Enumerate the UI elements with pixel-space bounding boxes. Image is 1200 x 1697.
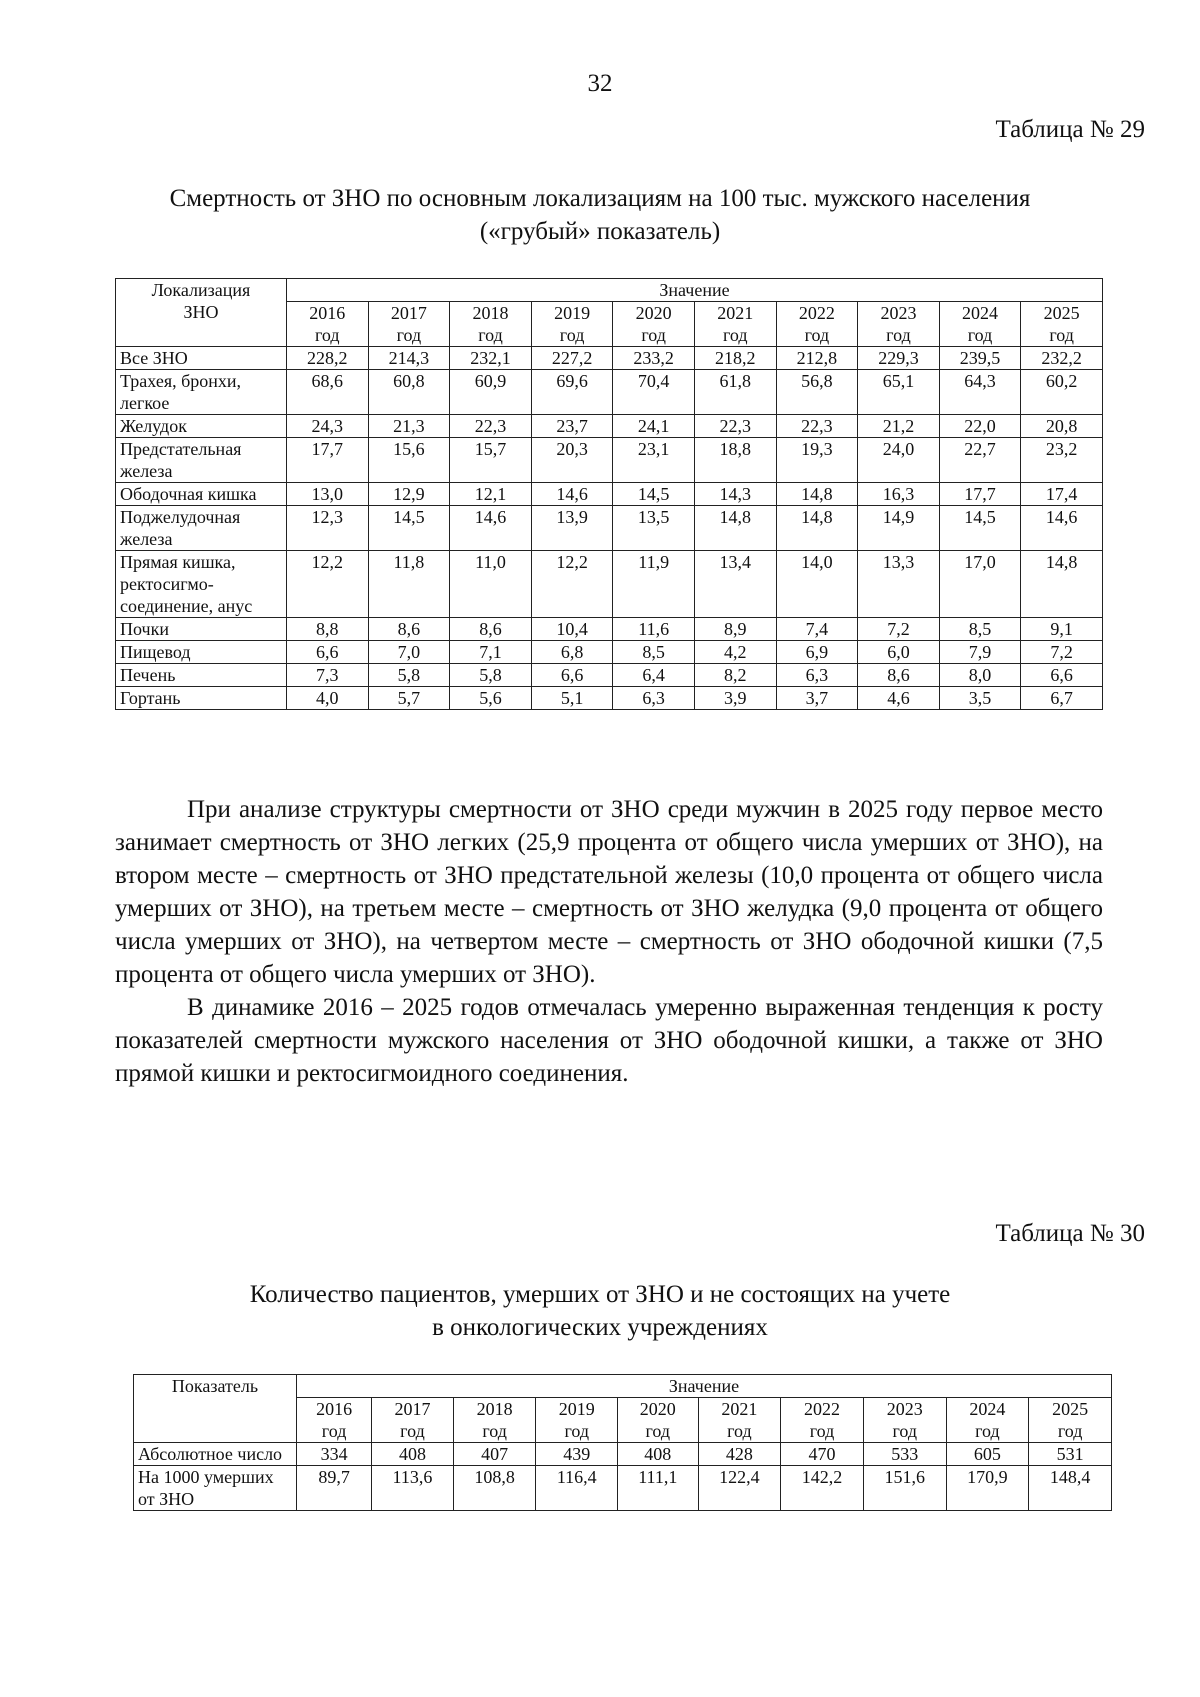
row-label: Поджелудочная железа bbox=[116, 506, 287, 551]
table-cell: 232,1 bbox=[450, 347, 532, 370]
table-cell: 17,7 bbox=[939, 483, 1021, 506]
year-header-cell bbox=[1021, 302, 1103, 347]
table-cell: 14,5 bbox=[368, 506, 450, 551]
table-29-label: Таблица № 29 bbox=[995, 116, 1145, 143]
row-label: Гортань bbox=[116, 687, 287, 710]
table-cell: 12,2 bbox=[287, 551, 369, 618]
table-29-title bbox=[0, 182, 1200, 248]
analysis-text bbox=[115, 793, 1103, 1090]
table-cell: 22,3 bbox=[450, 415, 532, 438]
table-row bbox=[116, 618, 1103, 641]
year-word: год bbox=[564, 1421, 590, 1441]
table-30-header-row bbox=[134, 1375, 1112, 1398]
year-header-cell bbox=[372, 1398, 454, 1443]
table-cell: 334 bbox=[297, 1443, 372, 1466]
year-header-cell bbox=[531, 302, 613, 347]
year-header-cell bbox=[858, 302, 940, 347]
table-cell: 23,2 bbox=[1021, 438, 1103, 483]
table-cell: 8,6 bbox=[450, 618, 532, 641]
table-cell: 56,8 bbox=[776, 370, 858, 415]
table-cell: 5,1 bbox=[531, 687, 613, 710]
table-cell: 9,1 bbox=[1021, 618, 1103, 641]
table-cell: 5,8 bbox=[368, 664, 450, 687]
table-row bbox=[116, 506, 1103, 551]
table-cell: 11,9 bbox=[613, 551, 695, 618]
table-row bbox=[116, 664, 1103, 687]
table-cell: 14,3 bbox=[694, 483, 776, 506]
table-cell: 6,4 bbox=[613, 664, 695, 687]
table-30-title bbox=[0, 1278, 1200, 1344]
year-header-cell bbox=[450, 302, 532, 347]
table-cell: 14,6 bbox=[531, 483, 613, 506]
table-cell: 8,5 bbox=[939, 618, 1021, 641]
table-cell: 3,7 bbox=[776, 687, 858, 710]
year-word: год bbox=[645, 1421, 671, 1441]
table-cell: 439 bbox=[536, 1443, 618, 1466]
year-header-cell bbox=[939, 302, 1021, 347]
year-word: год bbox=[396, 325, 422, 345]
table-row bbox=[116, 347, 1103, 370]
table-cell: 60,2 bbox=[1021, 370, 1103, 415]
page-number: 32 bbox=[587, 70, 613, 97]
table-cell: 11,0 bbox=[450, 551, 532, 618]
table-cell: 17,4 bbox=[1021, 483, 1103, 506]
table-cell: 21,3 bbox=[368, 415, 450, 438]
year-value: 2016 bbox=[316, 1399, 353, 1419]
year-word: год bbox=[892, 1421, 918, 1441]
table-29-title-line2: («грубый» показатель) bbox=[479, 218, 721, 245]
header-loc-line1: Локализация bbox=[151, 280, 251, 300]
table-29-header-value: Значение bbox=[287, 279, 1103, 302]
table-30-header-indicator: Показатель bbox=[134, 1375, 297, 1443]
year-word: год bbox=[1057, 1421, 1083, 1441]
table-cell: 23,7 bbox=[531, 415, 613, 438]
table-cell: 4,0 bbox=[287, 687, 369, 710]
row-label: Ободочная кишка bbox=[116, 483, 287, 506]
table-cell: 12,9 bbox=[368, 483, 450, 506]
table-30 bbox=[133, 1374, 1112, 1511]
row-label: Предстательная железа bbox=[116, 438, 287, 483]
table-cell: 23,1 bbox=[613, 438, 695, 483]
table-cell: 5,8 bbox=[450, 664, 532, 687]
table-cell: 531 bbox=[1029, 1443, 1112, 1466]
table-cell: 214,3 bbox=[368, 347, 450, 370]
row-label: Печень bbox=[116, 664, 287, 687]
table-cell: 8,6 bbox=[858, 664, 940, 687]
table-cell: 229,3 bbox=[858, 347, 940, 370]
year-header-cell bbox=[776, 302, 858, 347]
table-cell: 19,3 bbox=[776, 438, 858, 483]
year-value: 2019 bbox=[558, 1399, 595, 1419]
table-cell: 14,6 bbox=[1021, 506, 1103, 551]
year-header-cell bbox=[694, 302, 776, 347]
table-30-body bbox=[134, 1443, 1112, 1511]
year-value: 2018 bbox=[476, 1399, 513, 1419]
year-value: 2023 bbox=[886, 1399, 923, 1419]
year-word: год bbox=[809, 1421, 835, 1441]
table-cell: 5,6 bbox=[450, 687, 532, 710]
table-cell: 122,4 bbox=[698, 1466, 781, 1511]
table-cell: 89,7 bbox=[297, 1466, 372, 1511]
year-word: год bbox=[315, 325, 340, 345]
table-cell: 6,3 bbox=[776, 664, 858, 687]
table-cell: 24,3 bbox=[287, 415, 369, 438]
year-word: год bbox=[321, 1421, 347, 1441]
year-word: год bbox=[804, 325, 830, 345]
table-cell: 6,9 bbox=[776, 641, 858, 664]
table-30-label: Таблица № 30 bbox=[995, 1220, 1145, 1247]
year-value: 2022 bbox=[804, 1399, 841, 1419]
year-header-cell bbox=[698, 1398, 781, 1443]
table-cell: 470 bbox=[781, 1443, 864, 1466]
table-cell: 8,0 bbox=[939, 664, 1021, 687]
table-29 bbox=[115, 278, 1103, 710]
table-cell: 533 bbox=[863, 1443, 946, 1466]
year-value: 2022 bbox=[798, 303, 835, 323]
table-cell: 8,5 bbox=[613, 641, 695, 664]
table-cell: 7,9 bbox=[939, 641, 1021, 664]
table-30-title-line2: в онкологических учреждениях bbox=[432, 1314, 768, 1341]
table-cell: 22,7 bbox=[939, 438, 1021, 483]
table-row bbox=[116, 415, 1103, 438]
table-cell: 22,3 bbox=[776, 415, 858, 438]
table-cell: 68,6 bbox=[287, 370, 369, 415]
row-label: Пищевод bbox=[116, 641, 287, 664]
table-cell: 64,3 bbox=[939, 370, 1021, 415]
year-value: 2023 bbox=[880, 303, 917, 323]
table-cell: 239,5 bbox=[939, 347, 1021, 370]
year-word: год bbox=[559, 325, 585, 345]
table-cell: 6,6 bbox=[531, 664, 613, 687]
table-cell: 212,8 bbox=[776, 347, 858, 370]
table-cell: 18,8 bbox=[694, 438, 776, 483]
table-cell: 12,2 bbox=[531, 551, 613, 618]
table-cell: 14,9 bbox=[858, 506, 940, 551]
year-value: 2016 bbox=[309, 303, 346, 323]
row-label: Трахея, бронхи, легкое bbox=[116, 370, 287, 415]
year-word: год bbox=[975, 1421, 1000, 1441]
table-cell: 7,2 bbox=[1021, 641, 1103, 664]
year-value: 2024 bbox=[969, 1399, 1006, 1419]
table-cell: 113,6 bbox=[372, 1466, 454, 1511]
table-cell: 11,6 bbox=[613, 618, 695, 641]
table-cell: 14,8 bbox=[694, 506, 776, 551]
year-header-cell bbox=[946, 1398, 1029, 1443]
year-value: 2020 bbox=[635, 303, 672, 323]
year-header-cell bbox=[297, 1398, 372, 1443]
table-cell: 227,2 bbox=[531, 347, 613, 370]
table-cell: 14,6 bbox=[450, 506, 532, 551]
table-cell: 17,7 bbox=[287, 438, 369, 483]
year-header-cell bbox=[453, 1398, 536, 1443]
table-cell: 7,2 bbox=[858, 618, 940, 641]
table-cell: 61,8 bbox=[694, 370, 776, 415]
table-cell: 14,8 bbox=[1021, 551, 1103, 618]
table-cell: 13,0 bbox=[287, 483, 369, 506]
table-row bbox=[116, 483, 1103, 506]
table-cell: 13,3 bbox=[858, 551, 940, 618]
year-value: 2021 bbox=[721, 1399, 758, 1419]
table-cell: 3,5 bbox=[939, 687, 1021, 710]
table-cell: 70,4 bbox=[613, 370, 695, 415]
table-cell: 148,4 bbox=[1029, 1466, 1112, 1511]
year-value: 2019 bbox=[554, 303, 591, 323]
table-cell: 228,2 bbox=[287, 347, 369, 370]
year-header-cell bbox=[287, 302, 369, 347]
year-word: год bbox=[886, 325, 911, 345]
table-cell: 12,1 bbox=[450, 483, 532, 506]
analysis-paragraph-2: В динамике 2016 – 2025 годов отмечалась умеренно выраженная тенденция к росту показателей смертности мужского населения от ЗНО ободочной кишки, а также от ЗНО прямой кишки и ректосигмоидного соединения. bbox=[115, 994, 1103, 1087]
table-cell: 14,8 bbox=[776, 483, 858, 506]
table-cell: 20,3 bbox=[531, 438, 613, 483]
year-word: год bbox=[641, 325, 666, 345]
row-label: Прямая кишка, ректосигмо-соединение, анус bbox=[116, 551, 287, 618]
table-cell: 170,9 bbox=[946, 1466, 1029, 1511]
year-header-cell bbox=[368, 302, 450, 347]
table-cell: 408 bbox=[618, 1443, 698, 1466]
year-word: год bbox=[482, 1421, 507, 1441]
table-cell: 8,8 bbox=[287, 618, 369, 641]
table-cell: 428 bbox=[698, 1443, 781, 1466]
year-value: 2025 bbox=[1043, 303, 1080, 323]
table-30-title-line1: Количество пациентов, умерших от ЗНО и не состоящих на учете bbox=[249, 1281, 951, 1308]
table-cell: 7,1 bbox=[450, 641, 532, 664]
table-row bbox=[116, 370, 1103, 415]
table-row bbox=[116, 687, 1103, 710]
table-cell: 7,3 bbox=[287, 664, 369, 687]
header-loc-line2: ЗНО bbox=[183, 302, 219, 322]
table-cell: 14,5 bbox=[613, 483, 695, 506]
table-cell: 6,6 bbox=[1021, 664, 1103, 687]
year-header-cell bbox=[781, 1398, 864, 1443]
year-word: год bbox=[722, 325, 748, 345]
table-cell: 13,9 bbox=[531, 506, 613, 551]
table-cell: 6,6 bbox=[287, 641, 369, 664]
table-cell: 15,7 bbox=[450, 438, 532, 483]
table-row bbox=[134, 1443, 1112, 1466]
table-cell: 8,6 bbox=[368, 618, 450, 641]
year-word: год bbox=[478, 325, 503, 345]
table-cell: 7,4 bbox=[776, 618, 858, 641]
row-label: Все ЗНО bbox=[116, 347, 287, 370]
table-cell: 13,5 bbox=[613, 506, 695, 551]
table-cell: 14,0 bbox=[776, 551, 858, 618]
table-row bbox=[116, 551, 1103, 618]
year-header-cell bbox=[1029, 1398, 1112, 1443]
table-cell: 14,8 bbox=[776, 506, 858, 551]
table-cell: 3,9 bbox=[694, 687, 776, 710]
table-row bbox=[134, 1466, 1112, 1511]
table-cell: 5,7 bbox=[368, 687, 450, 710]
table-cell: 108,8 bbox=[453, 1466, 536, 1511]
table-cell: 111,1 bbox=[618, 1466, 698, 1511]
table-cell: 151,6 bbox=[863, 1466, 946, 1511]
table-cell: 408 bbox=[372, 1443, 454, 1466]
year-value: 2017 bbox=[390, 303, 427, 323]
table-29-body bbox=[116, 347, 1103, 710]
table-cell: 232,2 bbox=[1021, 347, 1103, 370]
table-cell: 60,8 bbox=[368, 370, 450, 415]
table-cell: 17,0 bbox=[939, 551, 1021, 618]
table-cell: 20,8 bbox=[1021, 415, 1103, 438]
table-cell: 16,3 bbox=[858, 483, 940, 506]
table-cell: 11,8 bbox=[368, 551, 450, 618]
year-value: 2025 bbox=[1052, 1399, 1089, 1419]
table-cell: 6,3 bbox=[613, 687, 695, 710]
table-30-header-value: Значение bbox=[297, 1375, 1112, 1398]
year-word: год bbox=[400, 1421, 425, 1441]
table-cell: 14,5 bbox=[939, 506, 1021, 551]
table-cell: 8,9 bbox=[694, 618, 776, 641]
table-29-header-localization bbox=[116, 279, 287, 347]
table-29-header-row bbox=[116, 279, 1103, 302]
table-cell: 24,0 bbox=[858, 438, 940, 483]
table-29-title-line1: Смертность от ЗНО по основным локализациям на 100 тыс. мужского населения bbox=[169, 185, 1031, 212]
table-cell: 407 bbox=[453, 1443, 536, 1466]
table-cell: 60,9 bbox=[450, 370, 532, 415]
table-cell: 4,6 bbox=[858, 687, 940, 710]
year-value: 2020 bbox=[639, 1399, 676, 1419]
table-cell: 6,7 bbox=[1021, 687, 1103, 710]
year-header-cell bbox=[618, 1398, 698, 1443]
table-cell: 116,4 bbox=[536, 1466, 618, 1511]
table-cell: 8,2 bbox=[694, 664, 776, 687]
table-cell: 605 bbox=[946, 1443, 1029, 1466]
table-row bbox=[116, 438, 1103, 483]
table-cell: 10,4 bbox=[531, 618, 613, 641]
year-value: 2018 bbox=[472, 303, 509, 323]
table-cell: 233,2 bbox=[613, 347, 695, 370]
row-label: Почки bbox=[116, 618, 287, 641]
row-label: Желудок bbox=[116, 415, 287, 438]
year-value: 2024 bbox=[962, 303, 999, 323]
year-header-cell bbox=[863, 1398, 946, 1443]
year-value: 2017 bbox=[394, 1399, 431, 1419]
table-cell: 15,6 bbox=[368, 438, 450, 483]
row-label: На 1000 умерших от ЗНО bbox=[134, 1466, 297, 1511]
table-cell: 7,0 bbox=[368, 641, 450, 664]
table-cell: 22,3 bbox=[694, 415, 776, 438]
year-word: год bbox=[1049, 325, 1074, 345]
year-header-cell bbox=[613, 302, 695, 347]
table-cell: 69,6 bbox=[531, 370, 613, 415]
year-value: 2021 bbox=[717, 303, 754, 323]
table-cell: 12,3 bbox=[287, 506, 369, 551]
table-cell: 22,0 bbox=[939, 415, 1021, 438]
table-cell: 21,2 bbox=[858, 415, 940, 438]
table-cell: 218,2 bbox=[694, 347, 776, 370]
table-cell: 4,2 bbox=[694, 641, 776, 664]
year-word: год bbox=[727, 1421, 752, 1441]
table-cell: 6,8 bbox=[531, 641, 613, 664]
table-row bbox=[116, 641, 1103, 664]
table-cell: 24,1 bbox=[613, 415, 695, 438]
analysis-paragraph-1: При анализе структуры смертности от ЗНО среди мужчин в 2025 году первое место занимает смертность от ЗНО легких (25,9 процента от общего числа умерших от ЗНО), на втором месте – смертность от ЗНО предстательной железы (10,0 процента от общего числа умерших от ЗНО), на третьем месте – смертность от ЗНО желудка (9,0 процента от общего числа умерших от ЗНО), на четвертом месте – смертность от ЗНО ободочной кишки (7,5 процента от общего числа умерших от ЗНО). bbox=[115, 796, 1103, 988]
table-cell: 65,1 bbox=[858, 370, 940, 415]
year-header-cell bbox=[536, 1398, 618, 1443]
year-word: год bbox=[967, 325, 993, 345]
row-label: Абсолютное число bbox=[134, 1443, 297, 1466]
table-cell: 6,0 bbox=[858, 641, 940, 664]
table-cell: 13,4 bbox=[694, 551, 776, 618]
table-cell: 142,2 bbox=[781, 1466, 864, 1511]
